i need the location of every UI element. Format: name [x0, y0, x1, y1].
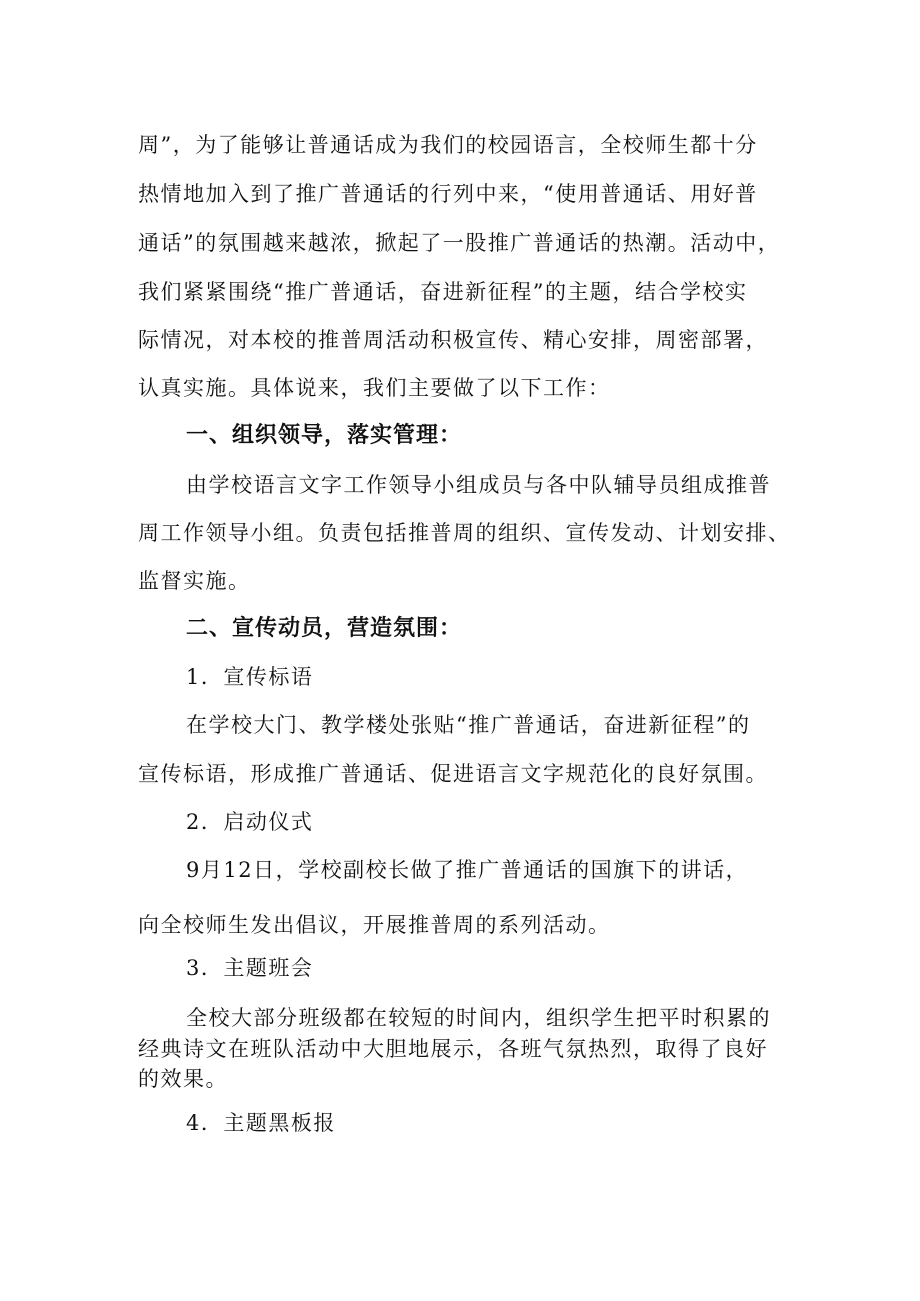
paragraph-line: 周工作领导小组。负责包括推普周的组织、宣传发动、计划安排、 — [138, 521, 791, 545]
paragraph-line: 9月12日，学校副校长做了推广普通话的国旗下的讲话， — [186, 858, 749, 882]
paragraph-line: 热情地加入到了推广普通话的行列中来，“使用普通话、用好普 — [138, 182, 758, 206]
paragraph-line: 在学校大门、教学楼处张贴“推广普通话，奋进新征程”的 — [186, 713, 751, 737]
paragraph-line: 的效果。 — [138, 1067, 228, 1091]
paragraph-line: 全校大部分班级都在较短的时间内，组织学生把平时积累的 — [186, 1006, 771, 1030]
item-title: 3．主题班会 — [186, 956, 314, 980]
paragraph-line: 监督实施。 — [138, 569, 251, 593]
paragraph-line: 宣传标语，形成推广普通话、促进语言文字规范化的良好氛围。 — [138, 762, 768, 786]
paragraph-line: 向全校师生发出倡议，开展推普周的系列活动。 — [138, 913, 611, 937]
paragraph-line: 通话”的氛围越来越浓，掀起了一股推广普通话的热潮。活动中， — [138, 231, 781, 255]
section-heading: 二、宣传动员，营造氛围： — [186, 616, 463, 641]
paragraph-line: 我们紧紧围绕“推广普通话，奋进新征程”的主题，结合学校实 — [138, 280, 748, 304]
paragraph-line: 由学校语言文字工作领导小组成员与各中队辅导员组成推普 — [186, 473, 771, 497]
paragraph-line: 经典诗文在班队活动中大胆地展示，各班气氛热烈，取得了良好 — [138, 1037, 768, 1061]
item-title: 4．主题黑板报 — [186, 1111, 336, 1135]
paragraph-line: 周”，为了能够让普通话成为我们的校园语言，全校师生都十分 — [138, 133, 758, 157]
item-title: 1．宣传标语 — [186, 665, 314, 689]
paragraph-line: 认真实施。具体说来，我们主要做了以下工作： — [138, 376, 611, 400]
paragraph-line: 际情况，对本校的推普周活动积极宣传、精心安排，周密部署， — [138, 328, 768, 352]
section-heading: 一、组织领导，落实管理： — [186, 423, 463, 448]
item-title: 2．启动仪式 — [186, 810, 314, 834]
